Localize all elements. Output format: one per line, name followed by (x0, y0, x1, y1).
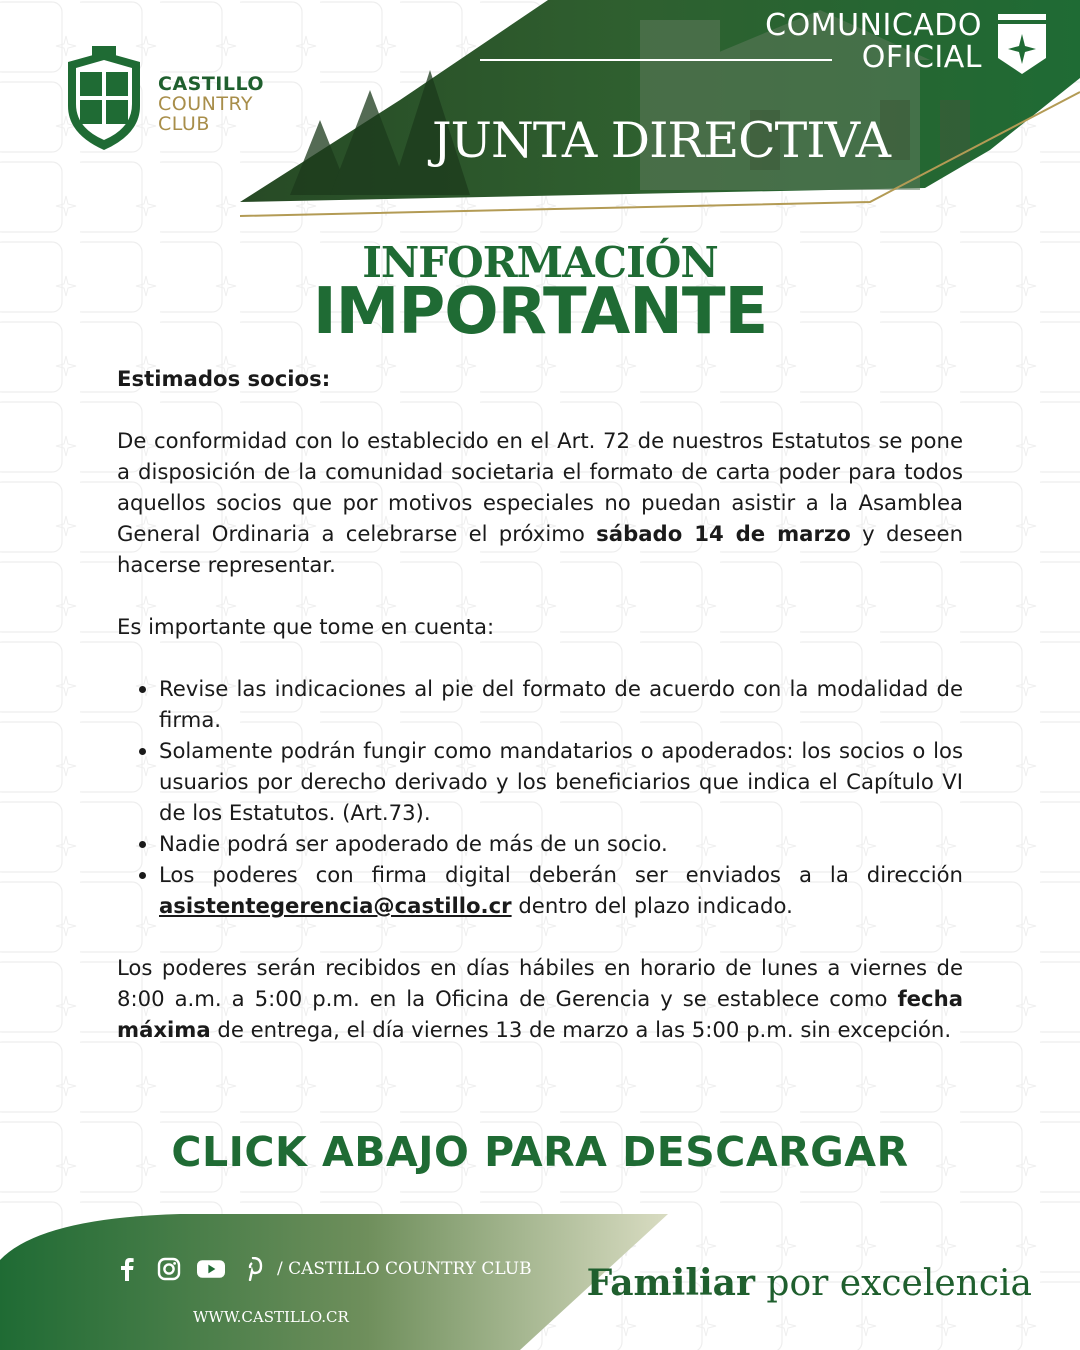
requirements-list (117, 673, 963, 921)
website-link[interactable]: WWW.CASTILLO.CR (193, 1308, 349, 1326)
club-name-line2: COUNTRY (158, 93, 254, 115)
social-bar (113, 1255, 532, 1283)
paragraph-2: Es importante que tome en cuenta: (117, 614, 495, 639)
youtube-icon[interactable] (197, 1255, 225, 1283)
greeting: Estimados socios: (117, 366, 331, 391)
download-cta[interactable]: CLICK ABAJO PARA DESCARGAR (171, 1128, 909, 1176)
tagline-bold: Familiar (586, 1262, 755, 1304)
list-item: • Nadie podrá ser apoderado de más de un socio. (159, 828, 963, 859)
club-name-line1: CASTILLO (158, 73, 265, 95)
social-handle: / CASTILLO COUNTRY CLUB (277, 1259, 532, 1279)
comunicado-line1: COMUNICADO (765, 8, 982, 43)
list-item: • Los poderes con firma digital deberán ser enviados a la dirección asistentegerencia@castillo.cr dentro del plazo indicado. (159, 859, 963, 921)
facebook-icon[interactable] (113, 1255, 141, 1283)
email-link[interactable]: asistentegerencia@castillo.cr (159, 893, 512, 918)
comunicado-line2: OFICIAL (861, 40, 982, 75)
club-name-line3: CLUB (158, 113, 210, 135)
star-badge-icon (998, 14, 1046, 76)
paragraph-3: Los poderes serán recibidos en días hábiles en horario de lunes a viernes de 8:00 a.m. a 5:00 p.m. en la Oficina de Gerencia y se establece como fecha máxima de entrega, el día viernes 13 de marzo a las 5:00 p.m. sin excepción. (117, 955, 963, 1042)
deadline-label: fecha máxima (117, 986, 963, 1042)
pinterest-icon[interactable] (239, 1255, 267, 1283)
list-item: • Solamente podrán fungir como mandatarios o apoderados: los socios o los usuarios por derecho derivado y los beneficiarios que indica el Capítulo VI de los Estatutos. (Art.73). (159, 735, 963, 828)
header-divider (480, 59, 832, 61)
paragraph-1: De conformidad con lo establecido en el Art. 72 de nuestros Estatutos se pone a disposición de la comunidad societaria el formato de carta poder para todos aquellos socios que por motivos especiales no puedan asistir a la Asamblea General Ordinaria a celebrarse el próximo sábado 14 de marzo y deseen hacerse representar. (117, 428, 963, 577)
club-crest-logo (58, 44, 150, 154)
club-name (158, 74, 264, 134)
tagline (587, 1262, 1032, 1304)
list-item: • Revise las indicaciones al pie del formato de acuerdo con la modalidad de firma. (159, 673, 963, 735)
announcement-body (117, 363, 963, 1045)
tagline-rest: por excelencia (754, 1263, 1032, 1304)
junta-directiva-heading: JUNTA DIRECTIVA (432, 112, 891, 169)
assembly-date: sábado 14 de marzo (596, 521, 851, 546)
title-importante: IMPORTANTE (312, 275, 768, 349)
instagram-icon[interactable] (155, 1255, 183, 1283)
title-informacion: INFORMACIÓN (362, 238, 718, 287)
comunicado-oficial (765, 10, 982, 74)
